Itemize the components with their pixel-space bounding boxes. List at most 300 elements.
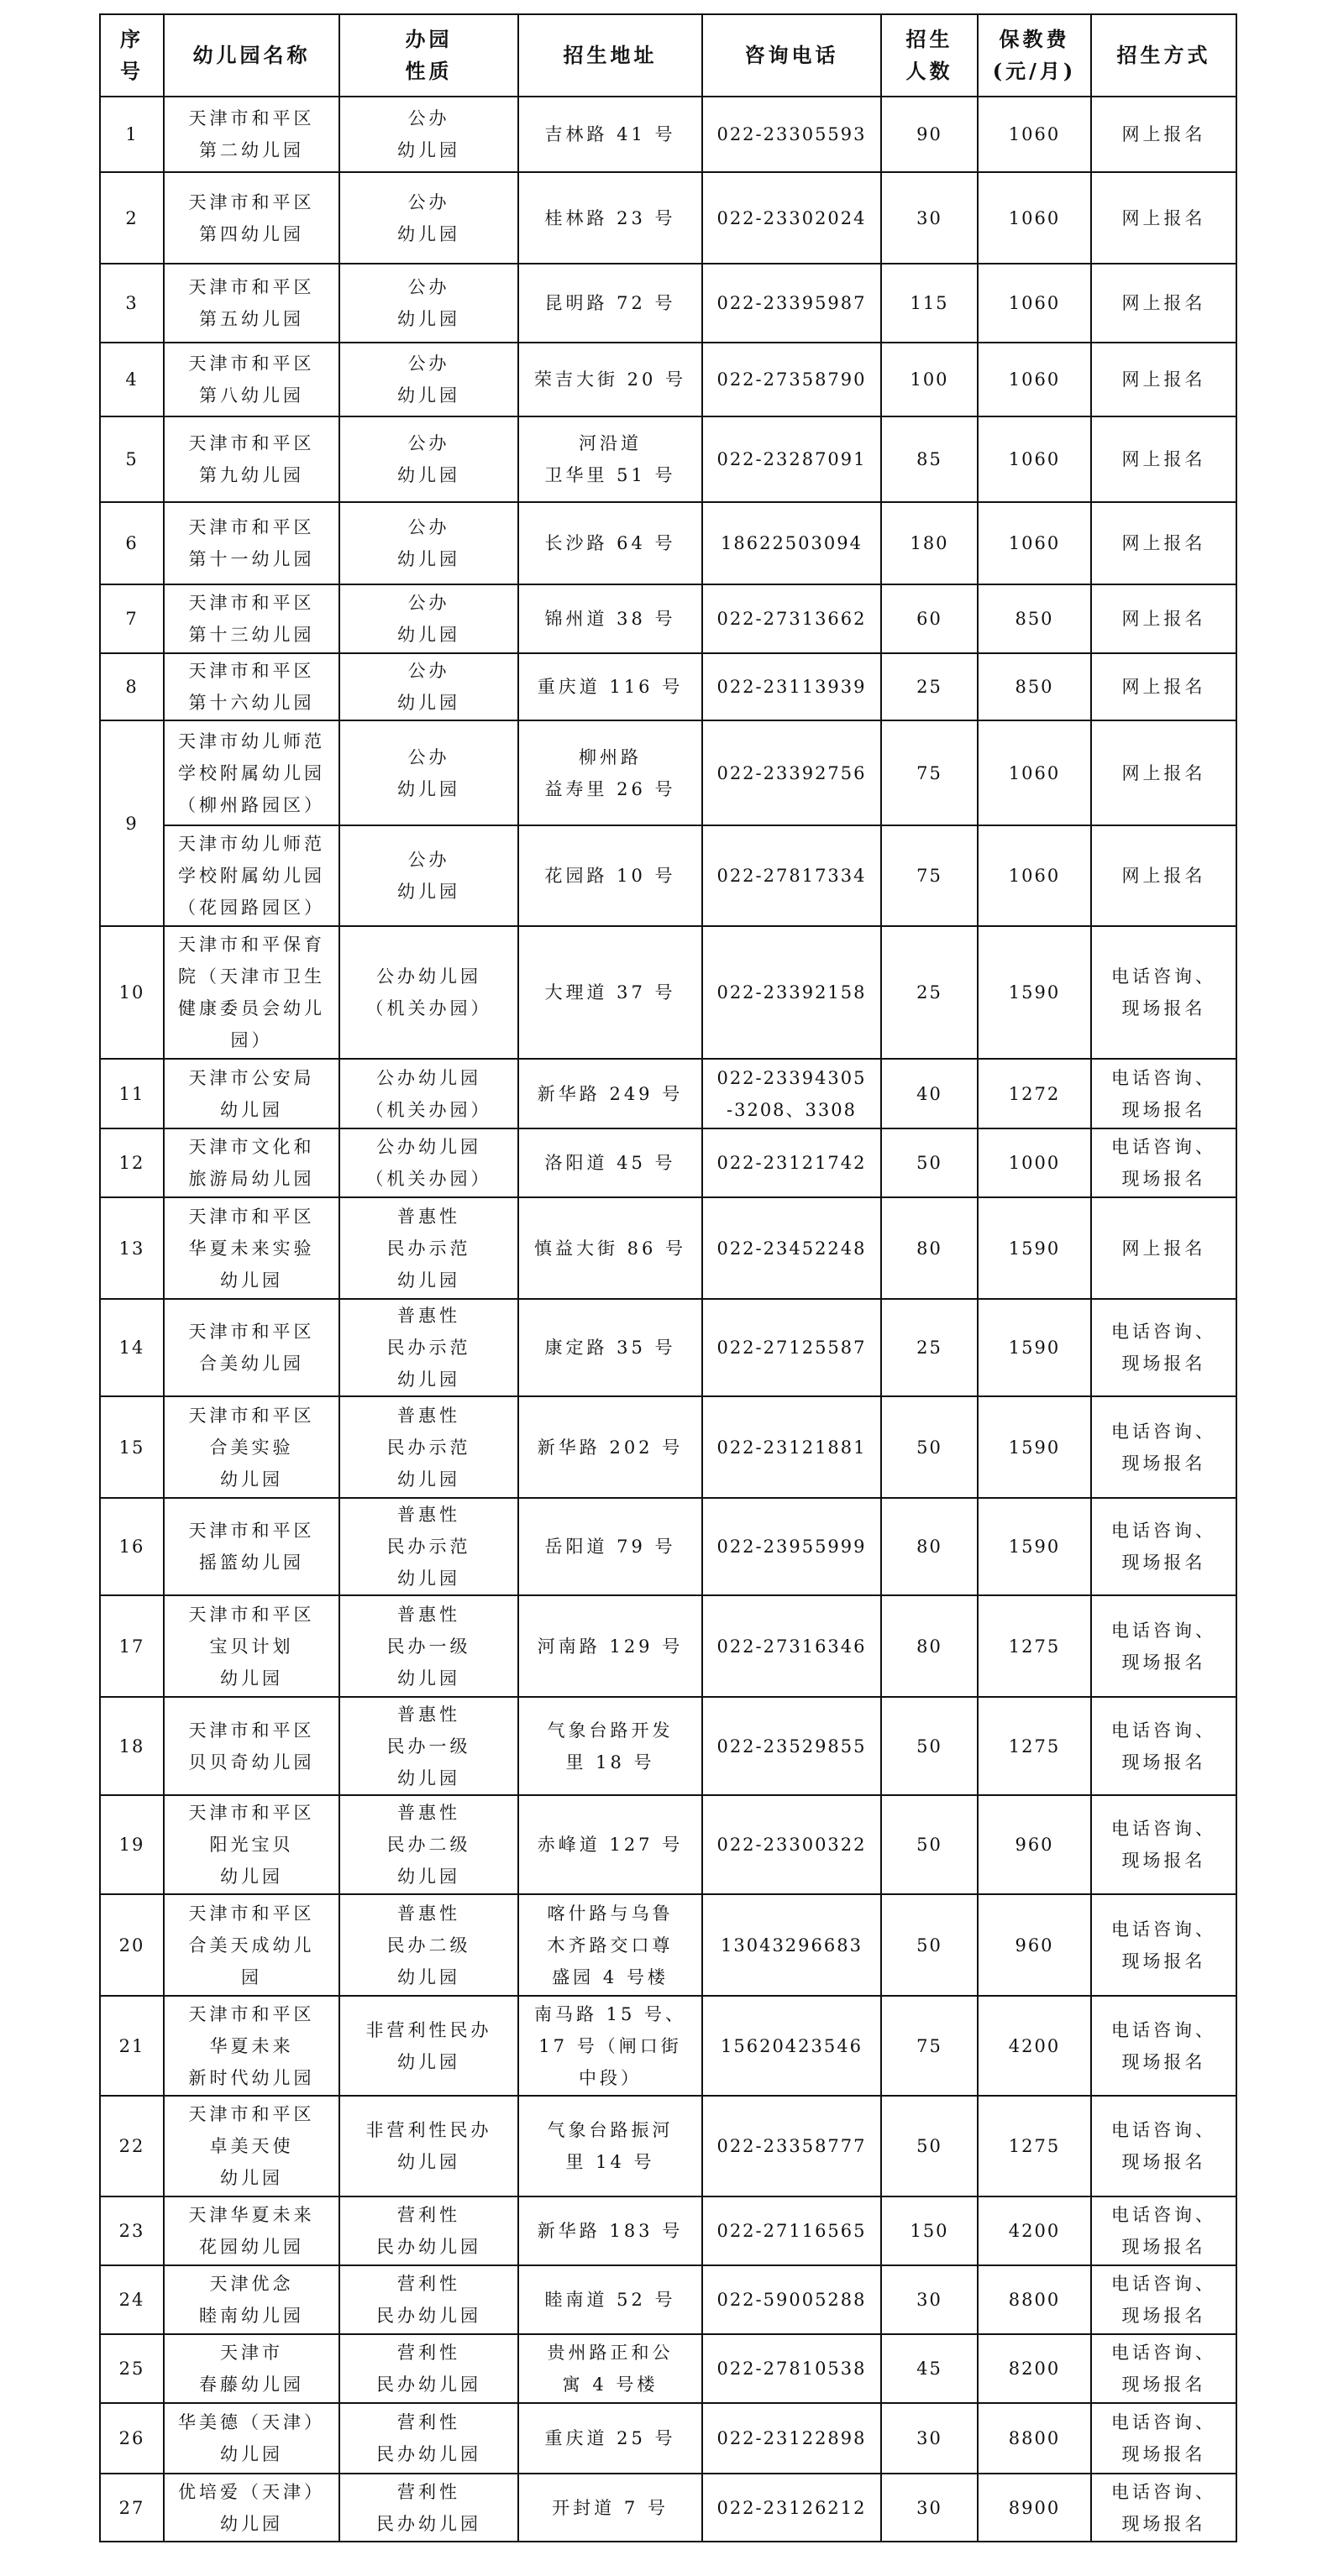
cell-address <box>518 97 702 172</box>
table-row <box>100 1128 1236 1197</box>
cell-name-line: （柳州路园区） <box>178 794 325 815</box>
table-row <box>100 1498 1236 1595</box>
cell-address-line: 康定路 35 号 <box>544 1338 676 1358</box>
cell-index: 18 <box>100 1697 164 1795</box>
cell-name-line: 天津市和平区 <box>188 517 315 537</box>
cell-fee: 1060 <box>978 825 1091 926</box>
cell-method-line: 现场报名 <box>1121 1751 1206 1772</box>
cell-type-line: （机关办园） <box>365 1099 492 1120</box>
cell-quota: 90 <box>881 97 978 172</box>
cell-name <box>164 2265 339 2334</box>
cell-address-line: 吉林路 41 号 <box>544 124 676 144</box>
cell-address <box>518 1059 702 1128</box>
cell-name-line: 睦南幼儿园 <box>199 2306 304 2326</box>
cell-method-line: 现场报名 <box>1121 2051 1206 2072</box>
cell-name-line: 学校附属幼儿园 <box>178 762 325 783</box>
cell-method-line: 电话咨询、 <box>1111 1620 1216 1641</box>
cell-phone <box>702 2096 881 2196</box>
cell-phone-line: 022-27116565 <box>716 2221 867 2241</box>
cell-type <box>339 2334 518 2403</box>
cell-phone-line: 022-23121742 <box>716 1153 867 1173</box>
cell-type-line: 公办幼儿园 <box>376 1137 481 1157</box>
cell-quota: 150 <box>881 2196 978 2265</box>
cell-method-line: 现场报名 <box>1121 2444 1206 2464</box>
cell-name-line: 幼儿园 <box>220 1469 283 1490</box>
cell-phone-line: 13043296683 <box>721 1935 863 1956</box>
cell-type-line: 公办 <box>407 108 450 128</box>
cell-fee: 850 <box>978 584 1091 653</box>
cell-name <box>164 1396 339 1498</box>
cell-method <box>1091 343 1236 416</box>
cell-method-line: 电话咨询、 <box>1111 1521 1216 1541</box>
cell-method-line: 现场报名 <box>1121 1099 1206 1120</box>
table-row <box>100 1197 1236 1299</box>
cell-type-line: 普惠性 <box>397 1206 460 1227</box>
cell-name-line: 合美幼儿园 <box>199 1353 304 1374</box>
cell-type-line: 营利性 <box>397 2205 460 2225</box>
cell-type-line: 民办幼儿园 <box>376 2237 481 2257</box>
cell-address-line: 长沙路 64 号 <box>544 533 676 553</box>
cell-phone-line: 022-27313662 <box>716 609 867 629</box>
cell-name-line: 第五幼儿园 <box>199 309 304 329</box>
cell-address <box>518 343 702 416</box>
cell-method <box>1091 584 1236 653</box>
cell-method-line: 现场报名 <box>1121 1169 1206 1189</box>
cell-method <box>1091 1894 1236 1996</box>
cell-name-line: 健康委员会幼儿 <box>178 998 325 1018</box>
cell-method-line: 网上报名 <box>1121 293 1206 313</box>
cell-type-line: 公办 <box>407 661 450 681</box>
cell-type-line: 民办幼儿园 <box>376 2513 481 2534</box>
cell-address <box>518 2096 702 2196</box>
cell-name-line: 天津市 <box>220 2343 283 2363</box>
table-row <box>100 926 1236 1059</box>
cell-type-line: 营利性 <box>397 2274 460 2294</box>
cell-type-line: 幼儿园 <box>397 385 460 406</box>
cell-name-line: 第十三幼儿园 <box>188 625 315 645</box>
cell-type-line: 公办 <box>407 277 450 297</box>
cell-method <box>1091 2196 1236 2265</box>
table-row <box>100 825 1236 926</box>
cell-method <box>1091 1299 1236 1396</box>
cell-address-line: 寓 4 号楼 <box>562 2374 659 2395</box>
cell-name-line: 天津市和平区 <box>188 353 315 374</box>
cell-name-line: 宝贝计划 <box>209 1636 294 1657</box>
cell-name <box>164 1795 339 1894</box>
cell-address <box>518 2474 702 2542</box>
cell-type <box>339 1697 518 1795</box>
cell-index: 22 <box>100 2096 164 2196</box>
cell-method-line: 网上报名 <box>1121 609 1206 629</box>
cell-fee: 4200 <box>978 1996 1091 2096</box>
table-row <box>100 172 1236 264</box>
cell-address-line: 赤峰道 127 号 <box>537 1835 684 1855</box>
cell-phone-line: 022-23395987 <box>716 293 867 313</box>
cell-index: 25 <box>100 2334 164 2403</box>
cell-method <box>1091 926 1236 1059</box>
cell-phone <box>702 1595 881 1697</box>
header-line: 序 <box>120 27 144 51</box>
cell-method-line: 电话咨询、 <box>1111 2274 1216 2294</box>
cell-method-line: 电话咨询、 <box>1111 2343 1216 2363</box>
cell-name-line: 幼儿园 <box>220 2168 283 2188</box>
cell-address <box>518 1894 702 1996</box>
cell-type <box>339 1299 518 1396</box>
table-row <box>100 1996 1236 2096</box>
cell-type <box>339 1128 518 1197</box>
header-line: (元/月) <box>992 59 1077 83</box>
cell-name-line: 园 <box>241 1966 262 1987</box>
cell-name-line: 天津市幼儿师范 <box>178 834 325 854</box>
cell-type-line: 幼儿园 <box>397 778 460 799</box>
cell-type <box>339 825 518 926</box>
cell-address-line: 昆明路 72 号 <box>544 293 676 313</box>
cell-method-line: 电话咨询、 <box>1111 1720 1216 1741</box>
header-line: 号 <box>120 59 144 83</box>
cell-type <box>339 264 518 343</box>
cell-phone <box>702 720 881 825</box>
cell-index: 7 <box>100 584 164 653</box>
cell-type-line: 普惠性 <box>397 1306 460 1326</box>
cell-index: 27 <box>100 2474 164 2542</box>
cell-fee: 1272 <box>978 1059 1091 1128</box>
cell-quota: 75 <box>881 825 978 926</box>
cell-phone <box>702 825 881 926</box>
cell-fee: 1275 <box>978 1697 1091 1795</box>
cell-type <box>339 1595 518 1697</box>
cell-type-line: 公办 <box>407 433 450 453</box>
cell-name-line: 天津市和平区 <box>188 2003 315 2024</box>
cell-address-line: 中段） <box>579 2067 642 2088</box>
cell-type <box>339 1059 518 1128</box>
table-row <box>100 1795 1236 1894</box>
cell-name-line: 天津优念 <box>209 2274 294 2294</box>
cell-index: 19 <box>100 1795 164 1894</box>
cell-phone-line: 022-27316346 <box>716 1636 867 1657</box>
cell-name-line: 天津市和平区 <box>188 1521 315 1541</box>
cell-type-line: 幼儿园 <box>397 1668 460 1689</box>
cell-type <box>339 502 518 584</box>
table-row <box>100 343 1236 416</box>
cell-phone-line: 022-23955999 <box>716 1537 867 1557</box>
cell-address-line: 重庆道 25 号 <box>544 2428 676 2448</box>
cell-type <box>339 416 518 502</box>
cell-type <box>339 172 518 264</box>
cell-type-line: 幼儿园 <box>397 309 460 329</box>
cell-name <box>164 1996 339 2096</box>
cell-name <box>164 1059 339 1128</box>
cell-index: 24 <box>100 2265 164 2334</box>
cell-name-line: 天津市和平区 <box>188 191 315 212</box>
cell-address-line: 锦州道 38 号 <box>544 609 676 629</box>
cell-address-line: 慎益大街 86 号 <box>533 1238 687 1259</box>
cell-phone <box>702 1996 881 2096</box>
cell-phone <box>702 2474 881 2542</box>
cell-fee: 1000 <box>978 1128 1091 1197</box>
cell-fee: 8800 <box>978 2403 1091 2474</box>
cell-phone-line: 022-23305593 <box>716 124 867 144</box>
cell-name-line: 优培爱（天津） <box>178 2481 325 2502</box>
cell-fee: 4200 <box>978 2196 1091 2265</box>
cell-phone-line: 022-23300322 <box>716 1835 867 1855</box>
cell-quota: 80 <box>881 1197 978 1299</box>
header-type <box>339 14 518 97</box>
cell-fee: 1590 <box>978 1197 1091 1299</box>
cell-phone <box>702 172 881 264</box>
cell-address-line: 荣吉大街 20 号 <box>533 369 687 390</box>
cell-phone <box>702 2265 881 2334</box>
cell-type <box>339 2403 518 2474</box>
cell-method <box>1091 97 1236 172</box>
cell-name <box>164 1197 339 1299</box>
cell-quota: 25 <box>881 1299 978 1396</box>
header-name <box>164 14 339 97</box>
cell-type-line: 民办二级 <box>386 1935 471 1956</box>
cell-method-line: 现场报名 <box>1121 2374 1206 2395</box>
cell-address-line: 重庆道 116 号 <box>537 677 684 697</box>
cell-address <box>518 1299 702 1396</box>
cell-type <box>339 584 518 653</box>
cell-phone-line: 022-23287091 <box>716 449 867 469</box>
cell-address-line: 里 14 号 <box>565 2152 655 2172</box>
cell-phone <box>702 343 881 416</box>
cell-address-line: 南马路 15 号、 <box>533 2003 687 2024</box>
cell-phone-line: 15620423546 <box>721 2035 863 2056</box>
cell-type <box>339 2196 518 2265</box>
cell-name <box>164 1697 339 1795</box>
cell-method-line: 网上报名 <box>1121 369 1206 390</box>
cell-phone-line: 022-23126212 <box>716 2497 867 2518</box>
cell-type-line: 民办示范 <box>386 1238 471 1259</box>
table-row <box>100 653 1236 720</box>
cell-method-line: 网上报名 <box>1121 677 1206 697</box>
cell-type-line: 普惠性 <box>397 1903 460 1924</box>
cell-name-line: 天津市和平区 <box>188 1803 315 1823</box>
cell-quota: 40 <box>881 1059 978 1128</box>
cell-name-line: 天津市和平保育 <box>178 935 325 955</box>
cell-address <box>518 825 702 926</box>
cell-name-line: 天津市和平区 <box>188 1405 315 1426</box>
cell-address-line: 开封道 7 号 <box>552 2497 669 2518</box>
cell-address-line: 新华路 249 号 <box>537 1083 684 1104</box>
header-line: 招生 <box>905 27 953 51</box>
table-row <box>100 2403 1236 2474</box>
cell-type-line: 公办 <box>407 353 450 374</box>
cell-phone-line: 022-27817334 <box>716 866 867 886</box>
cell-quota: 30 <box>881 172 978 264</box>
cell-address <box>518 1697 702 1795</box>
header-index <box>100 14 164 97</box>
cell-phone-line: 022-27125587 <box>716 1338 867 1358</box>
cell-fee: 960 <box>978 1795 1091 1894</box>
cell-phone <box>702 1059 881 1128</box>
cell-index: 20 <box>100 1894 164 1996</box>
cell-name <box>164 926 339 1059</box>
cell-quota: 25 <box>881 926 978 1059</box>
cell-method <box>1091 720 1236 825</box>
cell-name-line: 花园幼儿园 <box>199 2237 304 2257</box>
cell-phone-line: 022-23113939 <box>716 677 867 697</box>
cell-fee: 1590 <box>978 926 1091 1059</box>
cell-address-line: 新华路 183 号 <box>537 2221 684 2241</box>
cell-method-line: 现场报名 <box>1121 2513 1206 2534</box>
cell-method <box>1091 1697 1236 1795</box>
cell-name-line: 华美德（天津） <box>178 2412 325 2432</box>
cell-method-line: 网上报名 <box>1121 533 1206 553</box>
cell-quota: 30 <box>881 2265 978 2334</box>
cell-method-line: 现场报名 <box>1121 1652 1206 1673</box>
cell-address-line: 河沿道 <box>579 433 642 453</box>
cell-index: 13 <box>100 1197 164 1299</box>
cell-name-line: 学校附属幼儿园 <box>178 866 325 886</box>
cell-address-line: 益寿里 26 号 <box>544 778 676 799</box>
table-row <box>100 584 1236 653</box>
cell-address <box>518 1396 702 1498</box>
cell-name-line: 第十一幼儿园 <box>188 549 315 569</box>
cell-method-line: 现场报名 <box>1121 1851 1206 1871</box>
cell-phone <box>702 584 881 653</box>
table-body <box>100 97 1236 2542</box>
cell-method-line: 网上报名 <box>1121 207 1206 228</box>
cell-index: 1 <box>100 97 164 172</box>
cell-type-line: 营利性 <box>397 2412 460 2432</box>
cell-type <box>339 2265 518 2334</box>
cell-quota: 50 <box>881 1128 978 1197</box>
cell-type-line: 民办示范 <box>386 1338 471 1358</box>
cell-name-line: 合美天成幼儿 <box>188 1935 315 1956</box>
cell-method-line: 电话咨询、 <box>1111 2205 1216 2225</box>
cell-name-line: 天津市和平区 <box>188 661 315 681</box>
cell-type <box>339 1996 518 2096</box>
cell-type-line: 普惠性 <box>397 1505 460 1525</box>
cell-type-line: 幼儿园 <box>397 1369 460 1390</box>
cell-address-line: 气象台路振河 <box>547 2120 674 2140</box>
cell-method <box>1091 1396 1236 1498</box>
cell-method <box>1091 1498 1236 1595</box>
cell-address <box>518 1498 702 1595</box>
cell-phone-line: 022-23452248 <box>716 1238 867 1259</box>
cell-address <box>518 1795 702 1894</box>
cell-address <box>518 1128 702 1197</box>
cell-fee: 1275 <box>978 1595 1091 1697</box>
cell-method <box>1091 1128 1236 1197</box>
cell-method <box>1091 1197 1236 1299</box>
cell-index: 6 <box>100 502 164 584</box>
cell-method-line: 电话咨询、 <box>1111 1819 1216 1839</box>
cell-method-line: 电话咨询、 <box>1111 1919 1216 1940</box>
cell-type-line: 幼儿园 <box>397 465 460 485</box>
cell-method-line: 现场报名 <box>1121 2152 1206 2172</box>
cell-type <box>339 2474 518 2542</box>
cell-type-line: 普惠性 <box>397 1604 460 1625</box>
cell-index: 2 <box>100 172 164 264</box>
cell-type-line: 幼儿园 <box>397 223 460 244</box>
cell-phone <box>702 1795 881 1894</box>
cell-address-line: 大理道 37 号 <box>544 982 676 1003</box>
cell-name <box>164 2334 339 2403</box>
cell-address <box>518 584 702 653</box>
cell-index: 10 <box>100 926 164 1059</box>
cell-type-line: 公办 <box>407 517 450 537</box>
cell-address-line: 睦南道 52 号 <box>544 2290 676 2310</box>
cell-quota: 80 <box>881 1595 978 1697</box>
cell-method-line: 电话咨询、 <box>1111 966 1216 987</box>
cell-name-line: 天津市和平区 <box>188 593 315 613</box>
cell-quota: 60 <box>881 584 978 653</box>
cell-address-line: 喀什路与乌鲁 <box>547 1903 674 1924</box>
cell-type-line: 幼儿园 <box>397 1568 460 1589</box>
cell-method <box>1091 1595 1236 1697</box>
cell-method <box>1091 2096 1236 2196</box>
cell-address <box>518 720 702 825</box>
cell-name-line: 幼儿园 <box>220 2513 283 2534</box>
table-row <box>100 2265 1236 2334</box>
cell-quota: 30 <box>881 2474 978 2542</box>
cell-type-line: 公办 <box>407 746 450 767</box>
cell-type-line: （机关办园） <box>365 998 492 1018</box>
cell-type-line: 非营利性民办 <box>365 2019 492 2040</box>
cell-phone <box>702 264 881 343</box>
header-address <box>518 14 702 97</box>
cell-type-line: 公办幼儿园 <box>376 966 481 987</box>
cell-name <box>164 2096 339 2196</box>
cell-type-line: 民办示范 <box>386 1437 471 1458</box>
cell-phone <box>702 2196 881 2265</box>
cell-phone-line: 022-23392756 <box>716 762 867 783</box>
cell-fee: 1060 <box>978 416 1091 502</box>
cell-method-line: 电话咨询、 <box>1111 2412 1216 2432</box>
cell-name-line: 摇篮幼儿园 <box>199 1552 304 1573</box>
cell-index: 23 <box>100 2196 164 2265</box>
cell-name-line: 旅游局幼儿园 <box>188 1169 315 1189</box>
table-row <box>100 97 1236 172</box>
cell-fee: 1275 <box>978 2096 1091 2196</box>
header-line: 招生地址 <box>563 43 658 67</box>
cell-index: 12 <box>100 1128 164 1197</box>
cell-name <box>164 1595 339 1697</box>
cell-name-line: 幼儿园 <box>220 1668 283 1689</box>
cell-name-line: 天津市公安局 <box>188 1067 315 1088</box>
cell-phone <box>702 1894 881 1996</box>
cell-name <box>164 2196 339 2265</box>
cell-method-line: 电话咨询、 <box>1111 1137 1216 1157</box>
cell-type <box>339 720 518 825</box>
header-line: 保教费 <box>999 27 1070 51</box>
cell-method <box>1091 502 1236 584</box>
table-row <box>100 720 1236 825</box>
table-row <box>100 2196 1236 2265</box>
cell-fee: 1060 <box>978 172 1091 264</box>
header-line: 性质 <box>405 59 453 83</box>
cell-address-line: 贵州路正和公 <box>547 2343 674 2363</box>
cell-type-line: 幼儿园 <box>397 1767 460 1788</box>
cell-phone <box>702 2334 881 2403</box>
cell-method-line: 现场报名 <box>1121 2237 1206 2257</box>
cell-address <box>518 1595 702 1697</box>
cell-fee: 8800 <box>978 2265 1091 2334</box>
cell-name <box>164 2474 339 2542</box>
cell-address-line: 木齐路交口尊 <box>547 1935 674 1956</box>
cell-address-line: 河南路 129 号 <box>537 1636 684 1657</box>
cell-type-line: 民办幼儿园 <box>376 2444 481 2464</box>
cell-type <box>339 1795 518 1894</box>
table-row <box>100 2474 1236 2542</box>
cell-name <box>164 502 339 584</box>
cell-type-line: 幼儿园 <box>397 1270 460 1291</box>
cell-method-line: 网上报名 <box>1121 124 1206 144</box>
table-row <box>100 1595 1236 1697</box>
cell-name <box>164 1128 339 1197</box>
